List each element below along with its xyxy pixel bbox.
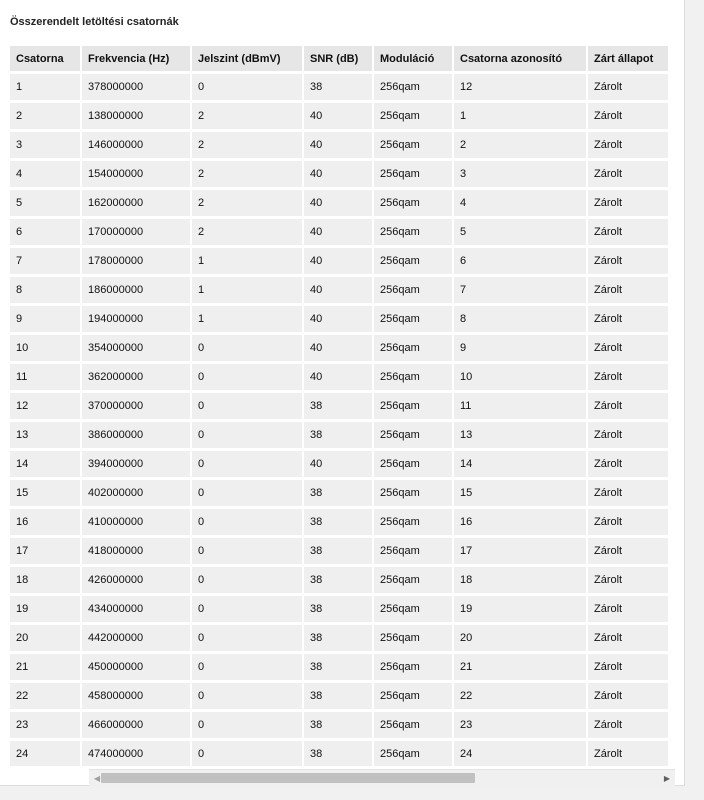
cell-power-level: 0 [192, 596, 302, 622]
cell-modulation: 256qam [374, 306, 452, 332]
cell-channel: 6 [10, 219, 80, 245]
cell-frequency: 194000000 [82, 306, 190, 332]
cell-snr: 38 [304, 741, 372, 766]
cell-frequency: 410000000 [82, 509, 190, 535]
cell-lock-status: Zárolt [588, 596, 668, 622]
cell-modulation: 256qam [374, 219, 452, 245]
cell-modulation: 256qam [374, 422, 452, 448]
cell-frequency: 370000000 [82, 393, 190, 419]
cell-channel-id: 6 [454, 248, 586, 274]
cell-channel-id: 4 [454, 190, 586, 216]
cell-lock-status: Zárolt [588, 132, 668, 158]
cell-lock-status: Zárolt [588, 625, 668, 651]
cell-frequency: 170000000 [82, 219, 190, 245]
cell-frequency: 426000000 [82, 567, 190, 593]
cell-power-level: 0 [192, 538, 302, 564]
cell-power-level: 0 [192, 625, 302, 651]
cell-power-level: 2 [192, 132, 302, 158]
cell-frequency: 458000000 [82, 683, 190, 709]
cell-channel: 11 [10, 364, 80, 390]
cell-snr: 40 [304, 451, 372, 477]
cell-snr: 38 [304, 567, 372, 593]
cell-snr: 38 [304, 596, 372, 622]
cell-channel: 9 [10, 306, 80, 332]
cell-channel-id: 19 [454, 596, 586, 622]
cell-lock-status: Zárolt [588, 422, 668, 448]
cell-power-level: 0 [192, 683, 302, 709]
cell-channel-id: 22 [454, 683, 586, 709]
cell-channel-id: 13 [454, 422, 586, 448]
cell-snr: 40 [304, 190, 372, 216]
table-row [10, 248, 668, 274]
cell-modulation: 256qam [374, 132, 452, 158]
table-row [10, 364, 668, 390]
cell-lock-status: Zárolt [588, 277, 668, 303]
cell-modulation: 256qam [374, 509, 452, 535]
table-body [10, 74, 668, 766]
cell-frequency: 354000000 [82, 335, 190, 361]
cell-channel-id: 21 [454, 654, 586, 680]
table-row [10, 480, 668, 506]
table-row [10, 654, 668, 680]
cell-channel: 7 [10, 248, 80, 274]
cell-lock-status: Zárolt [588, 393, 668, 419]
cell-lock-status: Zárolt [588, 538, 668, 564]
cell-frequency: 434000000 [82, 596, 190, 622]
cell-power-level: 0 [192, 451, 302, 477]
cell-lock-status: Zárolt [588, 219, 668, 245]
table-row [10, 335, 668, 361]
cell-snr: 38 [304, 509, 372, 535]
table-row [10, 712, 668, 738]
section-title: Összerendelt letöltési csatornák [10, 16, 179, 28]
cell-frequency: 178000000 [82, 248, 190, 274]
cell-channel-id: 7 [454, 277, 586, 303]
cell-channel: 20 [10, 625, 80, 651]
cell-snr: 38 [304, 480, 372, 506]
cell-snr: 40 [304, 219, 372, 245]
cell-lock-status: Zárolt [588, 103, 668, 129]
cell-channel: 5 [10, 190, 80, 216]
cell-channel-id: 8 [454, 306, 586, 332]
cell-modulation: 256qam [374, 393, 452, 419]
downstream-channels-table [10, 46, 670, 766]
column-header-lock-status: Zárt állapot [588, 46, 668, 71]
cell-frequency: 442000000 [82, 625, 190, 651]
cell-channel: 2 [10, 103, 80, 129]
cell-snr: 38 [304, 538, 372, 564]
cell-frequency: 138000000 [82, 103, 190, 129]
cell-modulation: 256qam [374, 103, 452, 129]
cell-lock-status: Zárolt [588, 480, 668, 506]
cell-channel-id: 15 [454, 480, 586, 506]
cell-channel-id: 23 [454, 712, 586, 738]
cell-snr: 40 [304, 335, 372, 361]
cell-power-level: 2 [192, 161, 302, 187]
cell-modulation: 256qam [374, 74, 452, 100]
cell-channel: 8 [10, 277, 80, 303]
column-header-frequency: Frekvencia (Hz) [82, 46, 190, 71]
cell-power-level: 0 [192, 712, 302, 738]
cell-channel-id: 3 [454, 161, 586, 187]
cell-channel-id: 5 [454, 219, 586, 245]
cell-channel: 3 [10, 132, 80, 158]
cell-channel: 19 [10, 596, 80, 622]
cell-frequency: 186000000 [82, 277, 190, 303]
cell-lock-status: Zárolt [588, 248, 668, 274]
cell-modulation: 256qam [374, 596, 452, 622]
cell-channel-id: 1 [454, 103, 586, 129]
cell-lock-status: Zárolt [588, 741, 668, 766]
cell-modulation: 256qam [374, 538, 452, 564]
cell-modulation: 256qam [374, 480, 452, 506]
cell-channel-id: 12 [454, 74, 586, 100]
cell-frequency: 450000000 [82, 654, 190, 680]
cell-snr: 38 [304, 393, 372, 419]
cell-modulation: 256qam [374, 190, 452, 216]
cell-channel-id: 20 [454, 625, 586, 651]
table-row [10, 422, 668, 448]
table-row [10, 451, 668, 477]
cell-channel-id: 18 [454, 567, 586, 593]
cell-channel: 17 [10, 538, 80, 564]
cell-modulation: 256qam [374, 741, 452, 766]
cell-lock-status: Zárolt [588, 509, 668, 535]
cell-snr: 40 [304, 364, 372, 390]
table-row [10, 190, 668, 216]
cell-power-level: 1 [192, 277, 302, 303]
cell-lock-status: Zárolt [588, 567, 668, 593]
table-row [10, 161, 668, 187]
cell-snr: 40 [304, 248, 372, 274]
cell-frequency: 466000000 [82, 712, 190, 738]
cell-modulation: 256qam [374, 161, 452, 187]
table-row [10, 625, 668, 651]
cell-frequency: 402000000 [82, 480, 190, 506]
cell-snr: 38 [304, 74, 372, 100]
cell-frequency: 162000000 [82, 190, 190, 216]
table-row [10, 683, 668, 709]
column-header-modulation: Moduláció [374, 46, 452, 71]
cell-modulation: 256qam [374, 364, 452, 390]
cell-power-level: 0 [192, 480, 302, 506]
table-row [10, 306, 668, 332]
cell-lock-status: Zárolt [588, 74, 668, 100]
table-row [10, 567, 668, 593]
cell-channel-id: 17 [454, 538, 586, 564]
cell-power-level: 1 [192, 306, 302, 332]
cell-frequency: 386000000 [82, 422, 190, 448]
chevron-left-icon[interactable]: ◀ [93, 773, 101, 783]
cell-snr: 40 [304, 103, 372, 129]
cell-snr: 38 [304, 683, 372, 709]
cell-channel-id: 14 [454, 451, 586, 477]
cell-channel: 18 [10, 567, 80, 593]
cell-channel: 4 [10, 161, 80, 187]
table-row [10, 277, 668, 303]
cell-lock-status: Zárolt [588, 654, 668, 680]
cell-snr: 40 [304, 161, 372, 187]
cell-power-level: 2 [192, 190, 302, 216]
cell-modulation: 256qam [374, 451, 452, 477]
table-scroll-container[interactable] [10, 46, 674, 766]
cell-channel-id: 24 [454, 741, 586, 766]
cell-channel: 13 [10, 422, 80, 448]
cell-channel: 14 [10, 451, 80, 477]
table-row [10, 538, 668, 564]
cell-power-level: 0 [192, 567, 302, 593]
cell-power-level: 0 [192, 654, 302, 680]
cell-channel-id: 9 [454, 335, 586, 361]
cell-modulation: 256qam [374, 248, 452, 274]
table-row [10, 741, 668, 766]
cell-power-level: 0 [192, 364, 302, 390]
cell-lock-status: Zárolt [588, 161, 668, 187]
cell-power-level: 2 [192, 103, 302, 129]
cell-frequency: 394000000 [82, 451, 190, 477]
cell-power-level: 0 [192, 393, 302, 419]
cell-frequency: 362000000 [82, 364, 190, 390]
cell-channel: 12 [10, 393, 80, 419]
column-header-channel: Csatorna [10, 46, 80, 71]
cell-channel-id: 10 [454, 364, 586, 390]
cell-channel: 24 [10, 741, 80, 766]
table-row [10, 596, 668, 622]
cell-power-level: 0 [192, 741, 302, 766]
cell-frequency: 146000000 [82, 132, 190, 158]
column-header-channel-id: Csatorna azonosító [454, 46, 586, 71]
table-row [10, 219, 668, 245]
cell-channel: 21 [10, 654, 80, 680]
cell-snr: 40 [304, 306, 372, 332]
cell-channel: 15 [10, 480, 80, 506]
cell-lock-status: Zárolt [588, 712, 668, 738]
cell-modulation: 256qam [374, 683, 452, 709]
cell-power-level: 0 [192, 422, 302, 448]
cell-channel: 23 [10, 712, 80, 738]
cell-power-level: 0 [192, 509, 302, 535]
table-row [10, 103, 668, 129]
column-header-power-level: Jelszint (dBmV) [192, 46, 302, 71]
cell-channel: 16 [10, 509, 80, 535]
cell-channel: 1 [10, 74, 80, 100]
cell-frequency: 154000000 [82, 161, 190, 187]
cell-power-level: 2 [192, 219, 302, 245]
cell-lock-status: Zárolt [588, 683, 668, 709]
cell-lock-status: Zárolt [588, 364, 668, 390]
cell-lock-status: Zárolt [588, 306, 668, 332]
cell-snr: 38 [304, 654, 372, 680]
cell-modulation: 256qam [374, 277, 452, 303]
table-row [10, 393, 668, 419]
cell-snr: 38 [304, 712, 372, 738]
cell-lock-status: Zárolt [588, 190, 668, 216]
cell-modulation: 256qam [374, 335, 452, 361]
cell-frequency: 418000000 [82, 538, 190, 564]
column-header-snr: SNR (dB) [304, 46, 372, 71]
table-row [10, 132, 668, 158]
cell-frequency: 474000000 [82, 741, 190, 766]
cell-channel: 22 [10, 683, 80, 709]
table-row [10, 509, 668, 535]
table-header-row [10, 46, 668, 71]
table-row [10, 74, 668, 100]
cell-modulation: 256qam [374, 567, 452, 593]
cell-snr: 40 [304, 132, 372, 158]
cell-modulation: 256qam [374, 712, 452, 738]
cell-channel-id: 11 [454, 393, 586, 419]
cell-snr: 40 [304, 277, 372, 303]
cell-lock-status: Zárolt [588, 335, 668, 361]
cell-modulation: 256qam [374, 654, 452, 680]
cell-channel-id: 2 [454, 132, 586, 158]
scrollbar-thumb[interactable] [101, 773, 475, 783]
cell-lock-status: Zárolt [588, 451, 668, 477]
cell-power-level: 0 [192, 335, 302, 361]
chevron-right-icon[interactable]: ▶ [663, 773, 671, 783]
cell-snr: 38 [304, 625, 372, 651]
cell-frequency: 378000000 [82, 74, 190, 100]
cell-channel-id: 16 [454, 509, 586, 535]
cell-power-level: 0 [192, 74, 302, 100]
cell-snr: 38 [304, 422, 372, 448]
cell-channel: 10 [10, 335, 80, 361]
cell-modulation: 256qam [374, 625, 452, 651]
horizontal-scrollbar[interactable] [89, 769, 675, 786]
cell-power-level: 1 [192, 248, 302, 274]
